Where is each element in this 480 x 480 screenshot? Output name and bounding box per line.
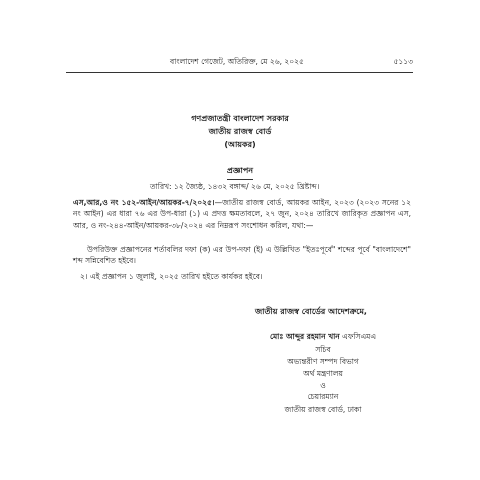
signatory-name: মোঃ আব্দুর রহমান খান [269, 332, 340, 341]
signatory-conjunction: ও [320, 381, 326, 390]
notification-heading: প্রজ্ঞাপন [227, 165, 253, 180]
paragraph-main-text: —জাতীয় রাজস্ব বোর্ড, আয়কর আইন, ২০২৩ (২০২৩ সনের ১২ নং আইন) এর ধারা ৭৬ এর উপ-ধারা (১) এ প্রদত্ত ক্ষমতাবলে, ২৭ জুন, ২০২৪ তারিখে জারিকৃত প্রজ্ঞাপন এস, আর, ও নং-২৪৪-আইন/আয়কর-৩৮/২০২৪ এর নিম্নরূপ সংশোধন করিল, যথা:— [73, 198, 411, 230]
date-line: তারিখ: ১২ জ্যৈষ্ঠ, ১৪৩২ বঙ্গাব্দ/ ২৬ মে, ২০২৫ খ্রিষ্টাব্দ। [150, 182, 320, 191]
signatory-organization: জাতীয় রাজস্ব বোর্ড, ঢাকা [284, 405, 362, 414]
government-title: গণপ্রজাতন্ত্রী বাংলাদেশ সরকার [191, 114, 289, 123]
signature-order: জাতীয় রাজস্ব বোর্ডের আদেশক্রমে, [255, 307, 367, 316]
paragraph-main [73, 197, 411, 231]
gazette-header: বাংলাদেশ গেজেট, অতিরিক্ত, মে ২৬, ২০২৫ [170, 57, 304, 66]
notification-heading-wrap [0, 165, 480, 180]
signatory-role-secretary: সচিব [315, 345, 331, 354]
signatory-role-chairman: চেয়ারম্যান [307, 392, 339, 401]
signatory-ministry: অর্থ মন্ত্রণালয় [303, 369, 343, 378]
signatory-name-line [248, 332, 398, 344]
board-title: জাতীয় রাজস্ব বোর্ড [208, 127, 272, 136]
signatory-credential: এফসিএমএ [339, 332, 377, 341]
sro-reference: এস,আর,ও নং ১৫২-আইন/আয়কর-৭/২০২৫। [73, 198, 215, 207]
page-number: ৫১১৩ [393, 57, 413, 66]
header-rule [66, 72, 413, 73]
signatory-division: অভ্যন্তরীণ সম্পদ বিভাগ [287, 357, 359, 366]
tax-wing-title: (আয়কর) [224, 140, 256, 149]
paragraph-amendment: উপরিউক্ত প্রজ্ঞাপনের শর্তাবলির দফা (ক) এর উপ-দফা (ই) এ উল্লিখিত "ইতঃপূর্বে" শব্দের পূর্বে "বাংলাদেশে" শব্দ সন্নিবেশিত হইবে। [73, 245, 411, 266]
paragraph-effective: ২। এই প্রজ্ঞাপন ১ জুলাই, ২০২৫ তারিখ হইতে কার্যকর হইবে। [80, 272, 263, 281]
